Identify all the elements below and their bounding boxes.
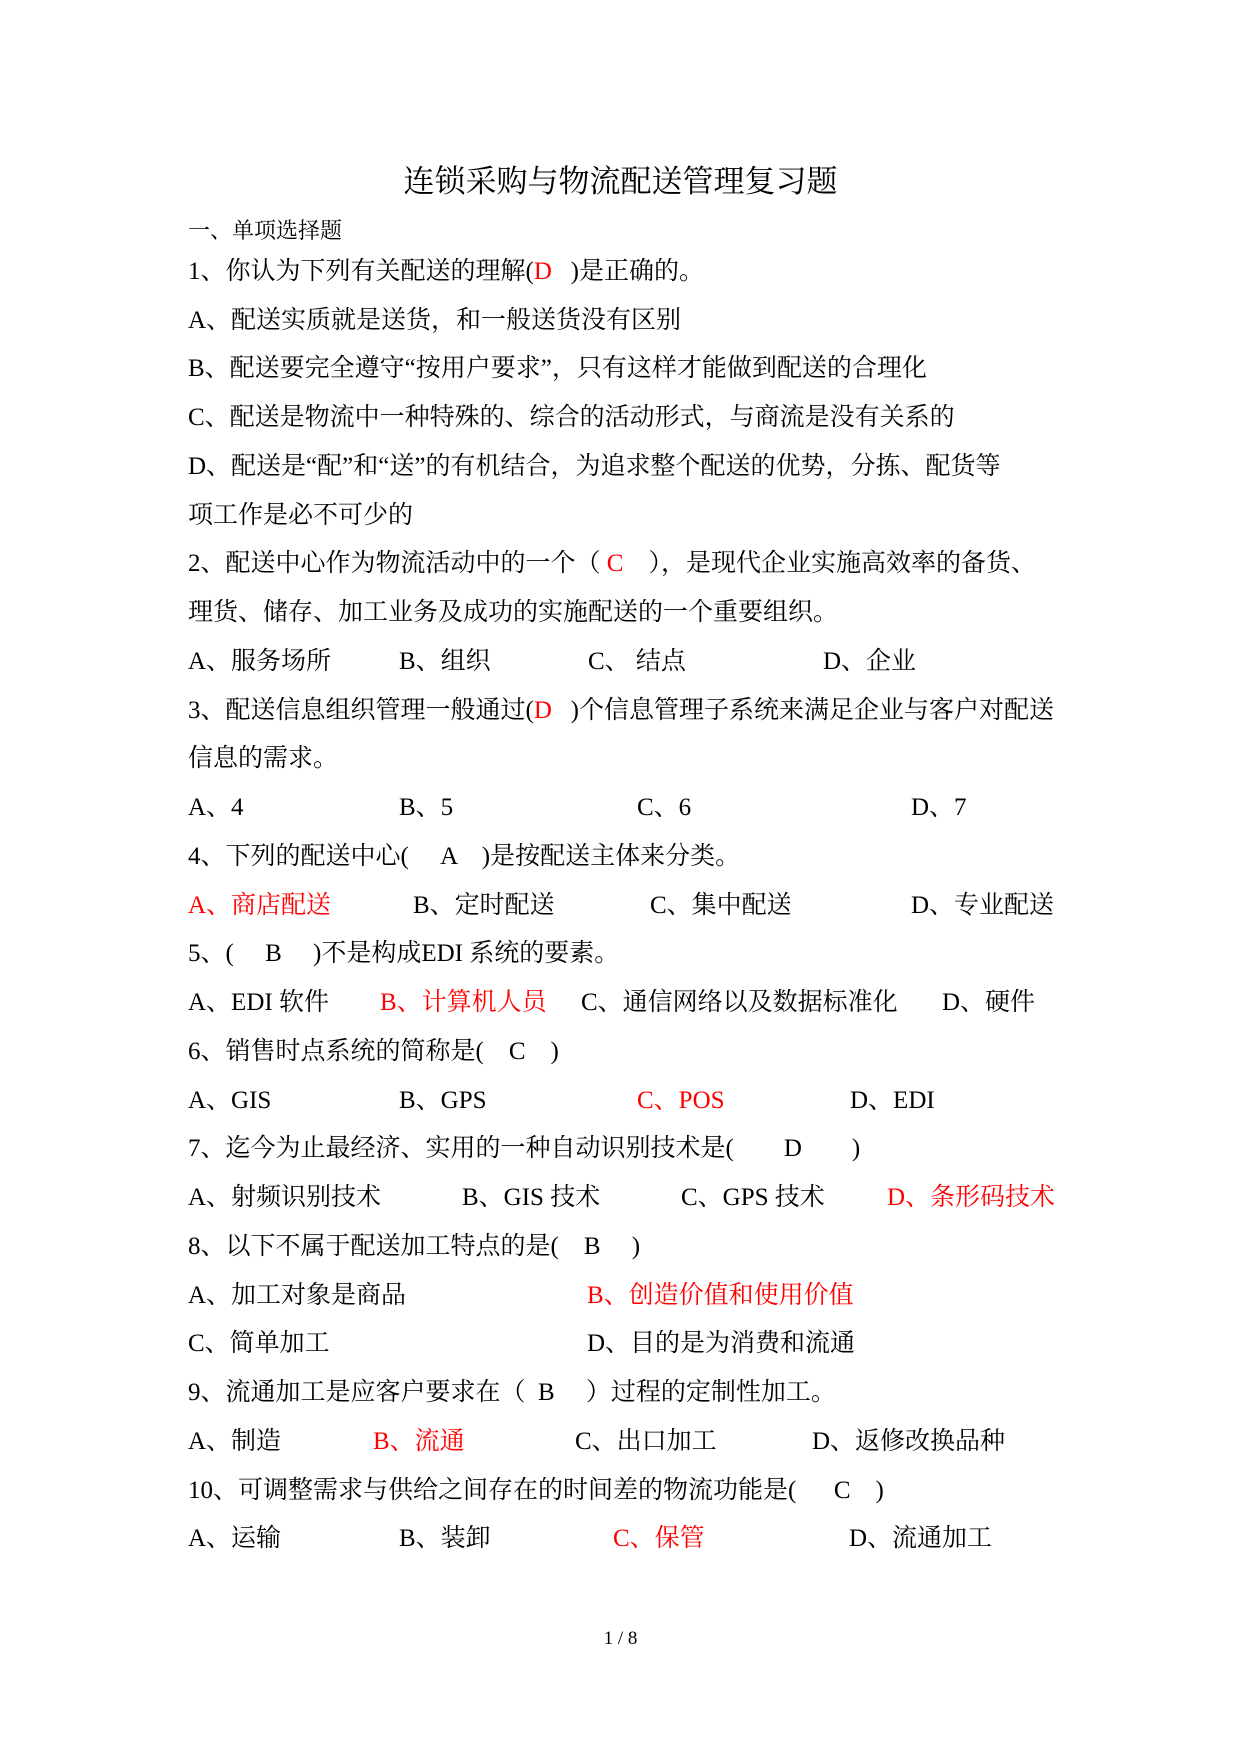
option-b: B、创造价值和使用价值: [587, 1282, 854, 1309]
stem-text: )是正确的。: [551, 258, 704, 285]
option-d: D、EDI: [850, 1087, 935, 1114]
option-c: C、POS: [637, 1087, 725, 1114]
question-5-options: [188, 988, 1068, 1018]
question-7-options: [188, 1183, 1068, 1213]
question-2-options: [188, 647, 1068, 677]
answer-mark: C: [606, 550, 624, 577]
option-c: C、通信网络以及数据标准化: [581, 989, 898, 1016]
option-c: C、简单加工: [188, 1330, 330, 1357]
answer-mark: D: [533, 697, 552, 724]
answer-mark: D: [533, 258, 552, 285]
question-6-stem: 6、销售时点系统的简称是( C ): [188, 1038, 559, 1065]
question-10-stem: 10、可调整需求与供给之间存在的时间差的物流功能是( C ): [188, 1477, 884, 1504]
stem-text: 3、配送信息组织管理一般通过(: [188, 697, 534, 724]
option-c: C、集中配送: [650, 892, 792, 919]
option-d: D、7: [911, 794, 967, 821]
option-a: A、服务场所: [188, 648, 332, 675]
question-9-options: [188, 1427, 1068, 1457]
option-d: D、企业: [823, 648, 917, 675]
section-heading: 一、单项选择题: [188, 218, 343, 243]
option-d: D、返修改换品种: [812, 1428, 1006, 1455]
option-a: A、EDI 软件: [188, 989, 329, 1016]
option-a: A、GIS: [188, 1087, 272, 1114]
option-d: D、流通加工: [849, 1525, 993, 1552]
question-10-options: [188, 1524, 1068, 1554]
option-a: A、射频识别技术: [188, 1184, 382, 1211]
option-a: A、商店配送: [188, 892, 332, 919]
option-c: C、6: [637, 794, 692, 821]
option-c: C、GPS 技术: [681, 1184, 825, 1211]
question-8-options-row-2: [188, 1329, 1068, 1359]
option-d-continued: 项工作是必不可少的: [188, 502, 414, 529]
option-b: B、装卸: [399, 1525, 491, 1552]
stem-text: 1、你认为下列有关配送的理解(: [188, 258, 534, 285]
question-3-stem-continued: 信息的需求。: [188, 745, 339, 772]
option-c: C、出口加工: [575, 1428, 717, 1455]
question-7-stem: 7、迄今为止最经济、实用的一种自动识别技术是( D ): [188, 1135, 861, 1162]
option-a: A、制造: [188, 1428, 282, 1455]
option-d: D、硬件: [942, 989, 1036, 1016]
option-b: B、计算机人员: [380, 989, 547, 1016]
option-d: D、目的是为消费和流通: [587, 1330, 856, 1357]
option-b: B、5: [399, 794, 454, 821]
option-a: A、4: [188, 794, 244, 821]
option-a: A、配送实质就是送货，和一般送货没有区别: [188, 307, 682, 334]
option-a: A、运输: [188, 1525, 282, 1552]
option-d: D、条形码技术: [887, 1184, 1056, 1211]
stem-text: 2、配送中心作为物流活动中的一个（: [188, 550, 607, 577]
question-5-stem: 5、( B )不是构成EDI 系统的要素。: [188, 940, 620, 967]
question-1-stem: [188, 257, 1068, 287]
stem-text: )个信息管理子系统来满足企业与客户对配送: [551, 697, 1054, 724]
question-2-stem-continued: 理货、储存、加工业务及成功的实施配送的一个重要组织。: [188, 599, 839, 626]
question-3-options: [188, 793, 1068, 823]
question-4-options: [188, 891, 1068, 921]
option-b: B、GIS 技术: [462, 1184, 601, 1211]
stem-text: ），是现代企业实施高效率的备货、: [623, 550, 1036, 577]
option-b: B、定时配送: [413, 892, 555, 919]
question-9-stem: 9、流通加工是应客户要求在（ B ）过程的定制性加工。: [188, 1379, 836, 1406]
option-d: D、配送是“配”和“送”的有机结合，为追求整个配送的优势，分拣、配货等: [188, 453, 1001, 480]
option-b: B、配送要完全遵守“按用户要求”，只有这样才能做到配送的合理化: [188, 355, 927, 382]
option-d: D、专业配送: [911, 892, 1055, 919]
option-c: C、保管: [613, 1525, 705, 1552]
option-a: A、加工对象是商品: [188, 1282, 407, 1309]
option-b: B、组织: [399, 648, 491, 675]
option-c: C、 结点: [588, 648, 686, 675]
option-b: B、GPS: [399, 1087, 487, 1114]
document-title: 连锁采购与物流配送管理复习题: [403, 164, 838, 199]
option-b: B、流通: [373, 1428, 465, 1455]
question-3-stem: [188, 696, 1068, 726]
page-number: 1 / 8: [603, 1628, 638, 1649]
question-8-options-row-1: [188, 1281, 1068, 1311]
question-2-stem: [188, 549, 1068, 579]
question-8-stem: 8、以下不属于配送加工特点的是( B ): [188, 1233, 641, 1260]
option-c: C、配送是物流中一种特殊的、综合的活动形式，与商流是没有关系的: [188, 404, 955, 431]
question-6-options: [188, 1086, 1068, 1116]
question-4-stem: 4、下列的配送中心( A )是按配送主体来分类。: [188, 843, 741, 870]
